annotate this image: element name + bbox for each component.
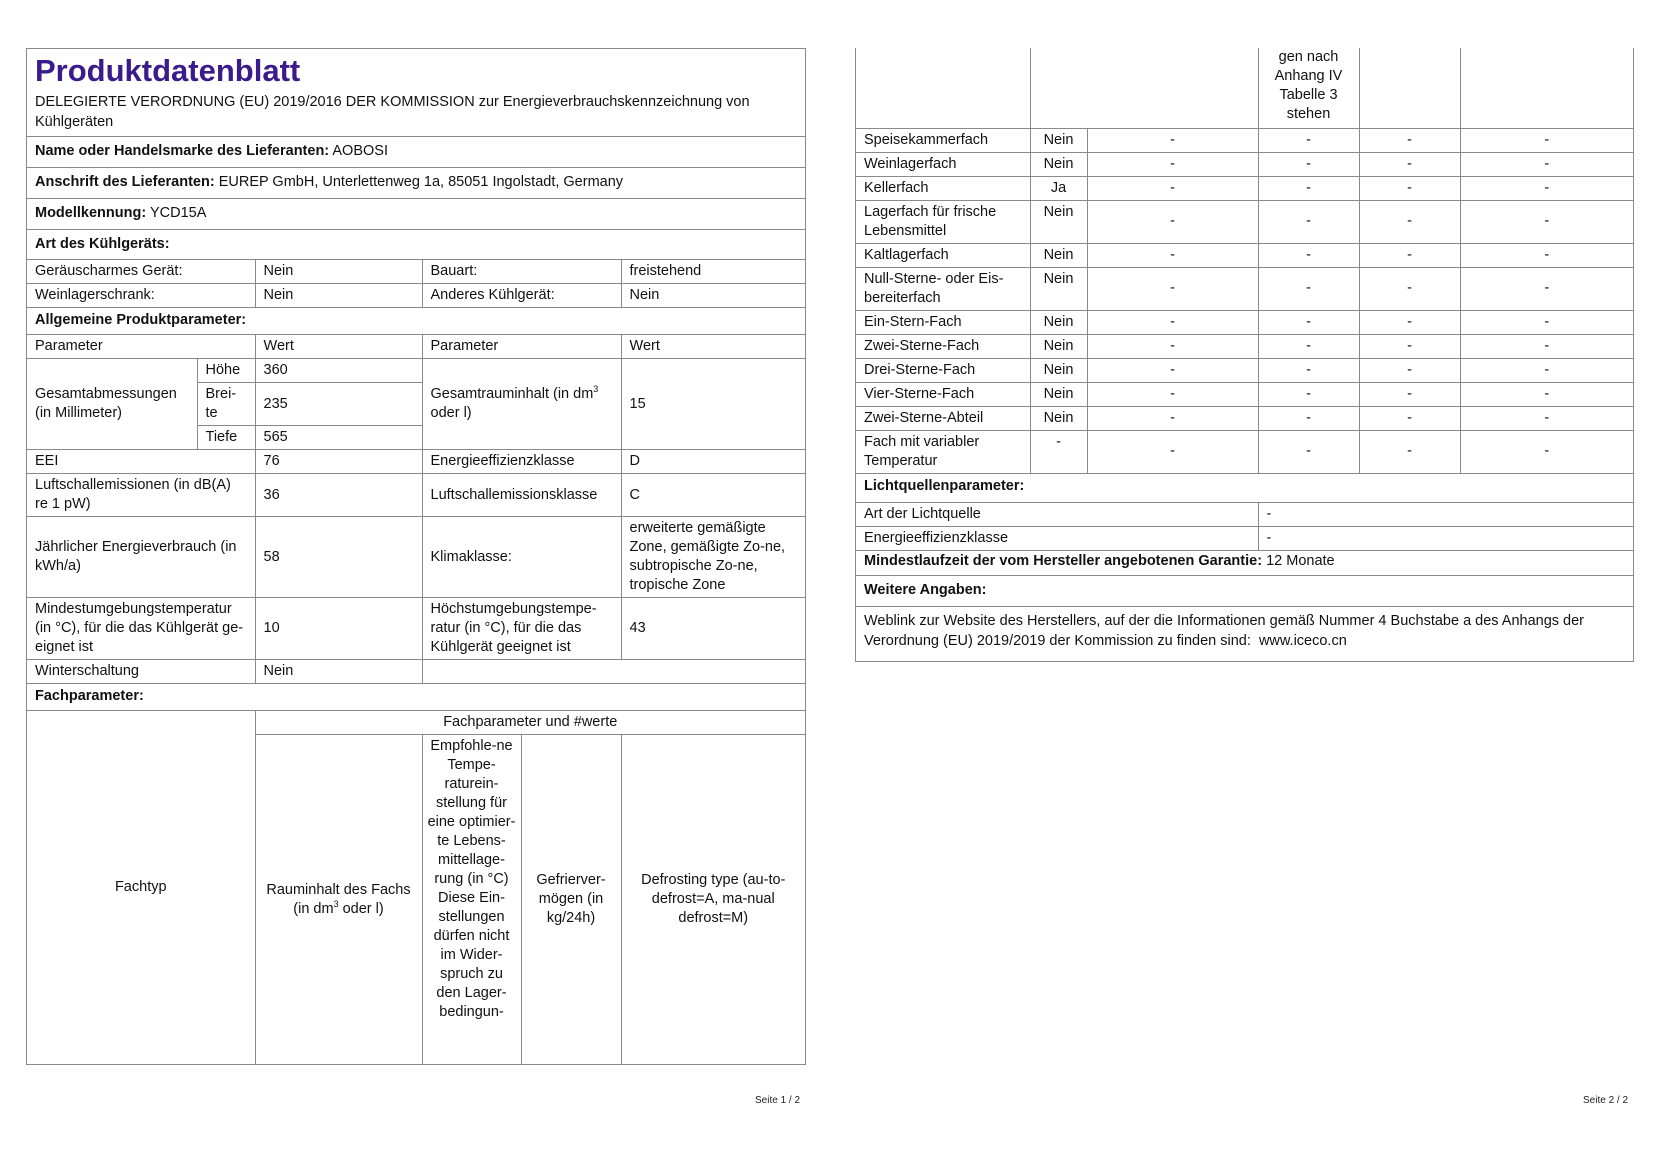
model-value: YCD15A <box>149 205 207 221</box>
compartment-present: Nein <box>1030 152 1087 176</box>
supplier-address-row <box>27 167 805 198</box>
compartment-defrost: - <box>1460 128 1633 152</box>
temp-col-header-cont: gen nach Anhang IV Tabelle 3 stehen <box>1258 48 1359 128</box>
supplier-name-row <box>27 136 805 167</box>
page-2 <box>855 48 1634 662</box>
table-row <box>856 406 1633 430</box>
supplier-name-label: Name oder Handelsmarke des Lieferanten: <box>35 143 330 159</box>
compartment-freeze: - <box>1359 152 1460 176</box>
light-class-value: - <box>1258 526 1633 550</box>
compartment-volume: - <box>1087 382 1258 406</box>
compartment-freeze: - <box>1359 200 1460 243</box>
compartment-defrost: - <box>1460 176 1633 200</box>
compartment-defrost: - <box>1460 358 1633 382</box>
type-section-label: Art des Kühlgeräts: <box>27 229 805 260</box>
table-row <box>856 358 1633 382</box>
compartment-volume: - <box>1087 430 1258 473</box>
compartment-volume: - <box>1087 176 1258 200</box>
light-type-label: Art der Lichtquelle <box>856 502 1258 526</box>
depth-value: 565 <box>255 426 422 450</box>
empty-cell <box>422 660 805 684</box>
model-label: Modellkennung: <box>35 205 147 221</box>
table-row <box>856 200 1633 243</box>
compartment-temp: - <box>1258 334 1359 358</box>
compartment-present: Nein <box>1030 358 1087 382</box>
page-title: Produktdatenblatt <box>35 53 301 88</box>
width-value: 235 <box>255 383 422 426</box>
compartment-volume: - <box>1087 310 1258 334</box>
compartment-name: Vier-Sterne-Fach <box>856 382 1030 406</box>
winter-value: Nein <box>255 660 422 684</box>
warranty-label: Mindestlaufzeit der vom Hersteller angebotenen Garantie: <box>864 552 1263 569</box>
compartment-present: Nein <box>1030 334 1087 358</box>
general-section-label: Allgemeine Produktparameter: <box>35 312 247 328</box>
table-row <box>856 430 1633 473</box>
compartment-temp: - <box>1258 267 1359 310</box>
param-header-2: Parameter <box>422 335 621 359</box>
page-1 <box>26 48 806 1065</box>
volume-value: 15 <box>621 359 805 450</box>
compartment-present: Nein <box>1030 243 1087 267</box>
compartment-temp: - <box>1258 243 1359 267</box>
compartment-freeze: - <box>1359 128 1460 152</box>
depth-label: Tiefe <box>197 426 255 450</box>
compartment-header-table <box>27 710 805 1064</box>
type-table <box>27 259 805 308</box>
compartment-freeze: - <box>1359 243 1460 267</box>
volume-label: Gesamtrauminhalt (in $dm^3$ oder l) <box>422 359 621 450</box>
more-section-label: Weitere Angaben: <box>856 575 1633 606</box>
supplier-name: AOBOSI <box>332 143 388 159</box>
fachtyp-cont <box>856 48 1030 128</box>
compartment-temp: - <box>1258 152 1359 176</box>
energy-value: 58 <box>255 517 422 598</box>
compartment-present: Nein <box>1030 267 1087 310</box>
fachtyp-header: Fachtyp <box>27 711 255 1065</box>
compartment-defrost: - <box>1460 267 1633 310</box>
compartment-name: Weinlagerfach <box>856 152 1030 176</box>
compartment-defrost: - <box>1460 334 1633 358</box>
noise-label: Luftschallemissionen (in dB(A) re 1 pW) <box>27 474 255 517</box>
compartment-freeze: - <box>1359 358 1460 382</box>
compartment-temp: - <box>1258 200 1359 243</box>
compartment-temp: - <box>1258 430 1359 473</box>
compartment-volume: - <box>1087 334 1258 358</box>
low-noise-label: Geräuscharmes Gerät: <box>27 260 255 284</box>
defrost-cont <box>1460 48 1633 128</box>
compartment-volume: - <box>1087 128 1258 152</box>
compartment-freeze: - <box>1359 334 1460 358</box>
compartment-table <box>856 48 1633 474</box>
noise-value: 36 <box>255 474 422 517</box>
weblink-text: Weblink zur Website des Herstellers, auf der die Informationen gemäß Nummer 4 Buchstabe a des Anhangs der Verordnung (EU) 2019/2019 der Kommission zu finden sind: <box>864 612 1584 649</box>
light-class-label: Energieeffizienzklasse <box>856 526 1258 550</box>
compartment-defrost: - <box>1460 243 1633 267</box>
compartment-name: Lagerfach für frische Lebensmittel <box>856 200 1030 243</box>
light-type-value: - <box>1258 502 1633 526</box>
compartment-section-label: Fachparameter: <box>35 688 144 704</box>
max-temp-label: Höchstumgebungstempe-ratur (in °C), für die das Kühlgerät geeignet ist <box>422 598 621 660</box>
table-row <box>856 267 1633 310</box>
class-value: D <box>621 450 805 474</box>
low-noise-value: Nein <box>255 260 422 284</box>
class-label: Energieeffizienzklasse <box>422 450 621 474</box>
table-row <box>856 128 1633 152</box>
compartment-name: Fach mit variabler Temperatur <box>856 430 1030 473</box>
volume-col-header: Rauminhalt des Fachs (in $dm^3$ oder l) <box>255 735 422 1065</box>
noise-class-label: Luftschallemissionsklasse <box>422 474 621 517</box>
footer-page-1: Seite 1 / 2 <box>755 1095 801 1106</box>
width-label: Brei-te <box>197 383 255 426</box>
min-temp-value: 10 <box>255 598 422 660</box>
compartment-freeze: - <box>1359 382 1460 406</box>
compartment-defrost: - <box>1460 152 1633 176</box>
compartment-temp: - <box>1258 382 1359 406</box>
table-row <box>856 176 1633 200</box>
fachparameter-group-header: Fachparameter und #werte <box>255 711 805 735</box>
energy-label: Jährlicher Energieverbrauch (in kWh/a) <box>27 517 255 598</box>
compartment-defrost: - <box>1460 382 1633 406</box>
freeze-cont <box>1359 48 1460 128</box>
table-row <box>856 243 1633 267</box>
compartment-present: Nein <box>1030 406 1087 430</box>
volume-cont <box>1030 48 1258 128</box>
compartment-name: Zwei-Sterne-Abteil <box>856 406 1030 430</box>
defrost-col-header: Defrosting type (au-to-defrost=A, ma-nual defrost=M) <box>621 735 805 1065</box>
wine-value: Nein <box>255 284 422 308</box>
compartment-freeze: - <box>1359 430 1460 473</box>
height-value: 360 <box>255 359 422 383</box>
temp-col-header: Empfohle-ne Tempe-raturein-stellung für eine optimier-te Lebens-mittellage-rung (in °C) Diese Ein-stellungen dürfen nicht im Wider-spruch zu den Lager-bedingun- <box>422 735 521 1065</box>
height-label: Höhe <box>197 359 255 383</box>
table-row <box>856 152 1633 176</box>
regulation-text: DELEGIERTE VERORDNUNG (EU) 2019/2016 DER KOMMISSION zur Energieverbrauchskennzeichnung von Kühlgeräten <box>35 94 750 130</box>
compartment-present: - <box>1030 430 1087 473</box>
light-section-label: Lichtquellenparameter: <box>864 477 1025 494</box>
table-row <box>856 382 1633 406</box>
climate-value: erweiterte gemäßigte Zone, gemäßigte Zo-ne, subtropische Zo-ne, tropische Zone <box>621 517 805 598</box>
eei-value: 76 <box>255 450 422 474</box>
compartment-freeze: - <box>1359 176 1460 200</box>
table-row <box>856 310 1633 334</box>
compartment-present: Nein <box>1030 310 1087 334</box>
compartment-name: Speisekammerfach <box>856 128 1030 152</box>
general-table <box>27 334 805 684</box>
compartment-name: Null-Sterne- oder Eis-bereiterfach <box>856 267 1030 310</box>
supplier-address: EUREP GmbH, Unterlettenweg 1a, 85051 Ingolstadt, Germany <box>218 174 624 190</box>
compartment-name: Kellerfach <box>856 176 1030 200</box>
compartment-volume: - <box>1087 358 1258 382</box>
compartment-freeze: - <box>1359 310 1460 334</box>
value-header: Wert <box>255 335 422 359</box>
design-label: Bauart: <box>422 260 621 284</box>
supplier-address-label: Anschrift des Lieferanten: <box>35 174 215 190</box>
compartment-volume: - <box>1087 152 1258 176</box>
compartment-volume: - <box>1087 243 1258 267</box>
compartment-defrost: - <box>1460 200 1633 243</box>
compartment-freeze: - <box>1359 267 1460 310</box>
noise-class-value: C <box>621 474 805 517</box>
compartment-temp: - <box>1258 128 1359 152</box>
eei-label: EEI <box>27 450 255 474</box>
compartment-defrost: - <box>1460 430 1633 473</box>
model-row <box>27 198 805 229</box>
compartment-temp: - <box>1258 406 1359 430</box>
compartment-volume: - <box>1087 200 1258 243</box>
max-temp-value: 43 <box>621 598 805 660</box>
param-header: Parameter <box>27 335 255 359</box>
compartment-temp: - <box>1258 176 1359 200</box>
compartment-volume: - <box>1087 267 1258 310</box>
compartment-defrost: - <box>1460 406 1633 430</box>
compartment-name: Ein-Stern-Fach <box>856 310 1030 334</box>
weblink-row <box>856 606 1633 661</box>
design-value: freistehend <box>621 260 805 284</box>
compartment-name: Kaltlagerfach <box>856 243 1030 267</box>
freeze-col-header: Gefrierver-mögen (in kg/24h) <box>521 735 621 1065</box>
other-label: Anderes Kühlgerät: <box>422 284 621 308</box>
dims-label: Gesamtabmessungen (in Millimeter) <box>27 359 197 450</box>
warranty-value: 12 Monate <box>1266 552 1335 569</box>
light-table <box>856 502 1633 551</box>
compartment-present: Nein <box>1030 200 1087 243</box>
compartment-name: Drei-Sterne-Fach <box>856 358 1030 382</box>
manufacturer-url[interactable]: www.iceco.cn <box>1258 632 1347 649</box>
table-row <box>856 334 1633 358</box>
compartment-defrost: - <box>1460 310 1633 334</box>
value-header-2: Wert <box>621 335 805 359</box>
compartment-present: Nein <box>1030 382 1087 406</box>
warranty-row <box>856 551 1633 575</box>
footer-page-2: Seite 2 / 2 <box>1583 1095 1629 1106</box>
wine-label: Weinlagerschrank: <box>27 284 255 308</box>
compartment-temp: - <box>1258 358 1359 382</box>
compartment-freeze: - <box>1359 406 1460 430</box>
compartment-name: Zwei-Sterne-Fach <box>856 334 1030 358</box>
winter-label: Winterschaltung <box>27 660 255 684</box>
compartment-present: Ja <box>1030 176 1087 200</box>
compartment-present: Nein <box>1030 128 1087 152</box>
compartment-temp: - <box>1258 310 1359 334</box>
compartment-volume: - <box>1087 406 1258 430</box>
other-value: Nein <box>621 284 805 308</box>
min-temp-label: Mindestumgebungstemperatur (in °C), für die das Kühlgerät ge-eignet ist <box>27 598 255 660</box>
climate-label: Klimaklasse: <box>422 517 621 598</box>
